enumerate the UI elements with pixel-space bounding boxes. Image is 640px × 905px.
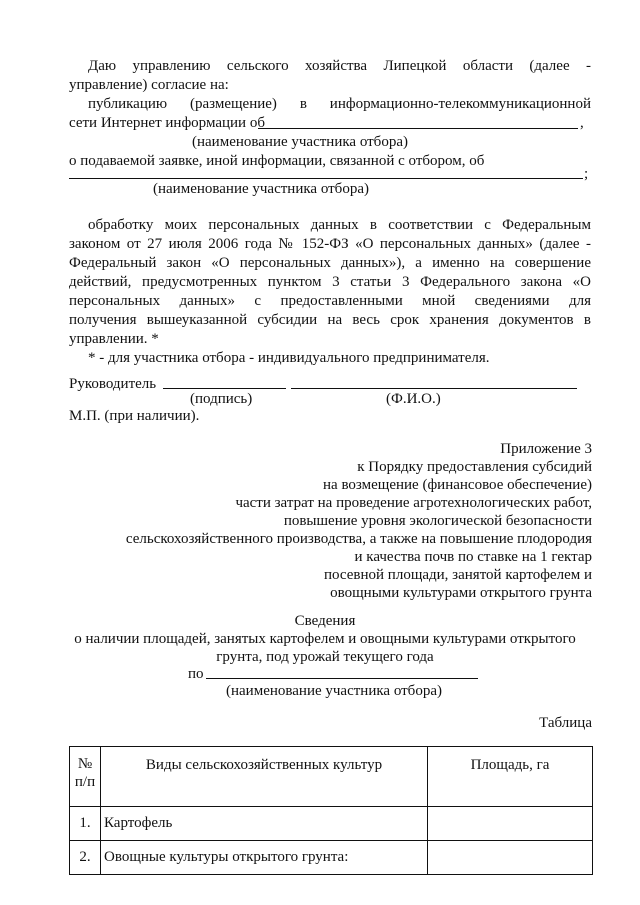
info-title: Сведения (294, 613, 356, 629)
appendix-line-7: и качества почв по ставке на 1 гектар (354, 549, 592, 565)
table-row (70, 807, 593, 841)
row-num: 1. (70, 807, 101, 841)
consent-line-3: публикацию (размещение) в информационно-телекоммуникационной (88, 96, 591, 112)
table-row (70, 841, 593, 875)
signature-caption: (подпись) (190, 391, 253, 407)
fio-caption: (Ф.И.О.) (386, 391, 441, 407)
row-crop: Овощные культуры открытого грунта: (101, 841, 428, 875)
info-participant-caption: (наименование участника отбора) (226, 683, 442, 699)
consent-line-7-suffix: ; (584, 166, 589, 182)
participant-caption-2: (наименование участника отбора) (153, 181, 369, 197)
participant-caption-1: (наименование участника отбора) (192, 134, 408, 150)
appendix-line-2: к Порядку предоставления субсидий (357, 459, 592, 475)
header-num-line-2: п/п (74, 774, 96, 790)
appendix-line-1: Приложение 3 (500, 441, 592, 457)
processing-line-1: обработку моих персональных данных в соответствии с Федеральным (88, 217, 591, 233)
appendix-line-5: повышение уровня экологической безопасности (283, 513, 592, 529)
appendix-line-9: овощными культурами открытого грунта (330, 585, 592, 601)
participant-name-underline-1 (258, 128, 578, 129)
info-subtitle-1: о наличии площадей, занятых картофелем и овощными культурами открытого (74, 631, 576, 647)
table-label: Таблица (539, 715, 592, 731)
processing-line-2: законом от 27 июля 2006 года № 152-ФЗ «О персональных данных» (далее - (69, 236, 591, 252)
fio-underline (291, 388, 577, 389)
processing-line-4: действий, предусмотренных пунктом 3 статьи 3 Федерального закона «О (69, 274, 591, 290)
consent-line-4-prefix: сети Интернет информации об (69, 115, 265, 131)
info-subtitle-2: грунта, под урожай текущего года (216, 649, 434, 665)
appendix-line-3: на возмещение (финансовое обеспечение) (323, 477, 592, 493)
by-label: по (188, 666, 204, 682)
header-num (70, 747, 101, 807)
row-crop: Картофель (101, 807, 428, 841)
consent-line-4-suffix: , (580, 115, 584, 131)
row-area (428, 807, 593, 841)
row-num: 2. (70, 841, 101, 875)
participant-name-underline-2 (69, 178, 583, 179)
signature-underline (163, 388, 286, 389)
processing-line-6: получения вышеуказанной субсидии на весь срок хранения документов в (69, 312, 591, 328)
consent-line-6: о подаваемой заявке, иной информации, связанной с отбором, об (69, 153, 485, 169)
consent-line-1: Даю управлению сельского хозяйства Липецкой области (далее - (88, 58, 591, 74)
row-area (428, 841, 593, 875)
appendix-line-6: сельскохозяйственного производства, а также на повышение плодородия (125, 531, 592, 547)
header-area: Площадь, га (428, 747, 593, 807)
processing-line-5: персональных данных» с предоставленными мной сведениями для (69, 293, 591, 309)
processing-line-3: Федеральный закон «О персональных данных»), а именно на совершение (69, 255, 591, 271)
header-num-line-1: № (77, 756, 93, 772)
header-crops: Виды сельскохозяйственных культур (101, 747, 428, 807)
table-header-row (70, 747, 593, 807)
appendix-line-4: части затрат на проведение агротехнологических работ, (235, 495, 592, 511)
appendix-line-8: посевной площади, занятой картофелем и (324, 567, 592, 583)
consent-line-2: управление) согласие на: (69, 77, 229, 93)
info-participant-underline (206, 678, 478, 679)
footnote: * - для участника отбора - индивидуального предпринимателя. (88, 350, 490, 366)
stamp-label: М.П. (при наличии). (69, 408, 200, 424)
head-label: Руководитель (69, 376, 157, 392)
crops-table (69, 746, 593, 875)
processing-line-7: управлении. * (69, 331, 159, 347)
